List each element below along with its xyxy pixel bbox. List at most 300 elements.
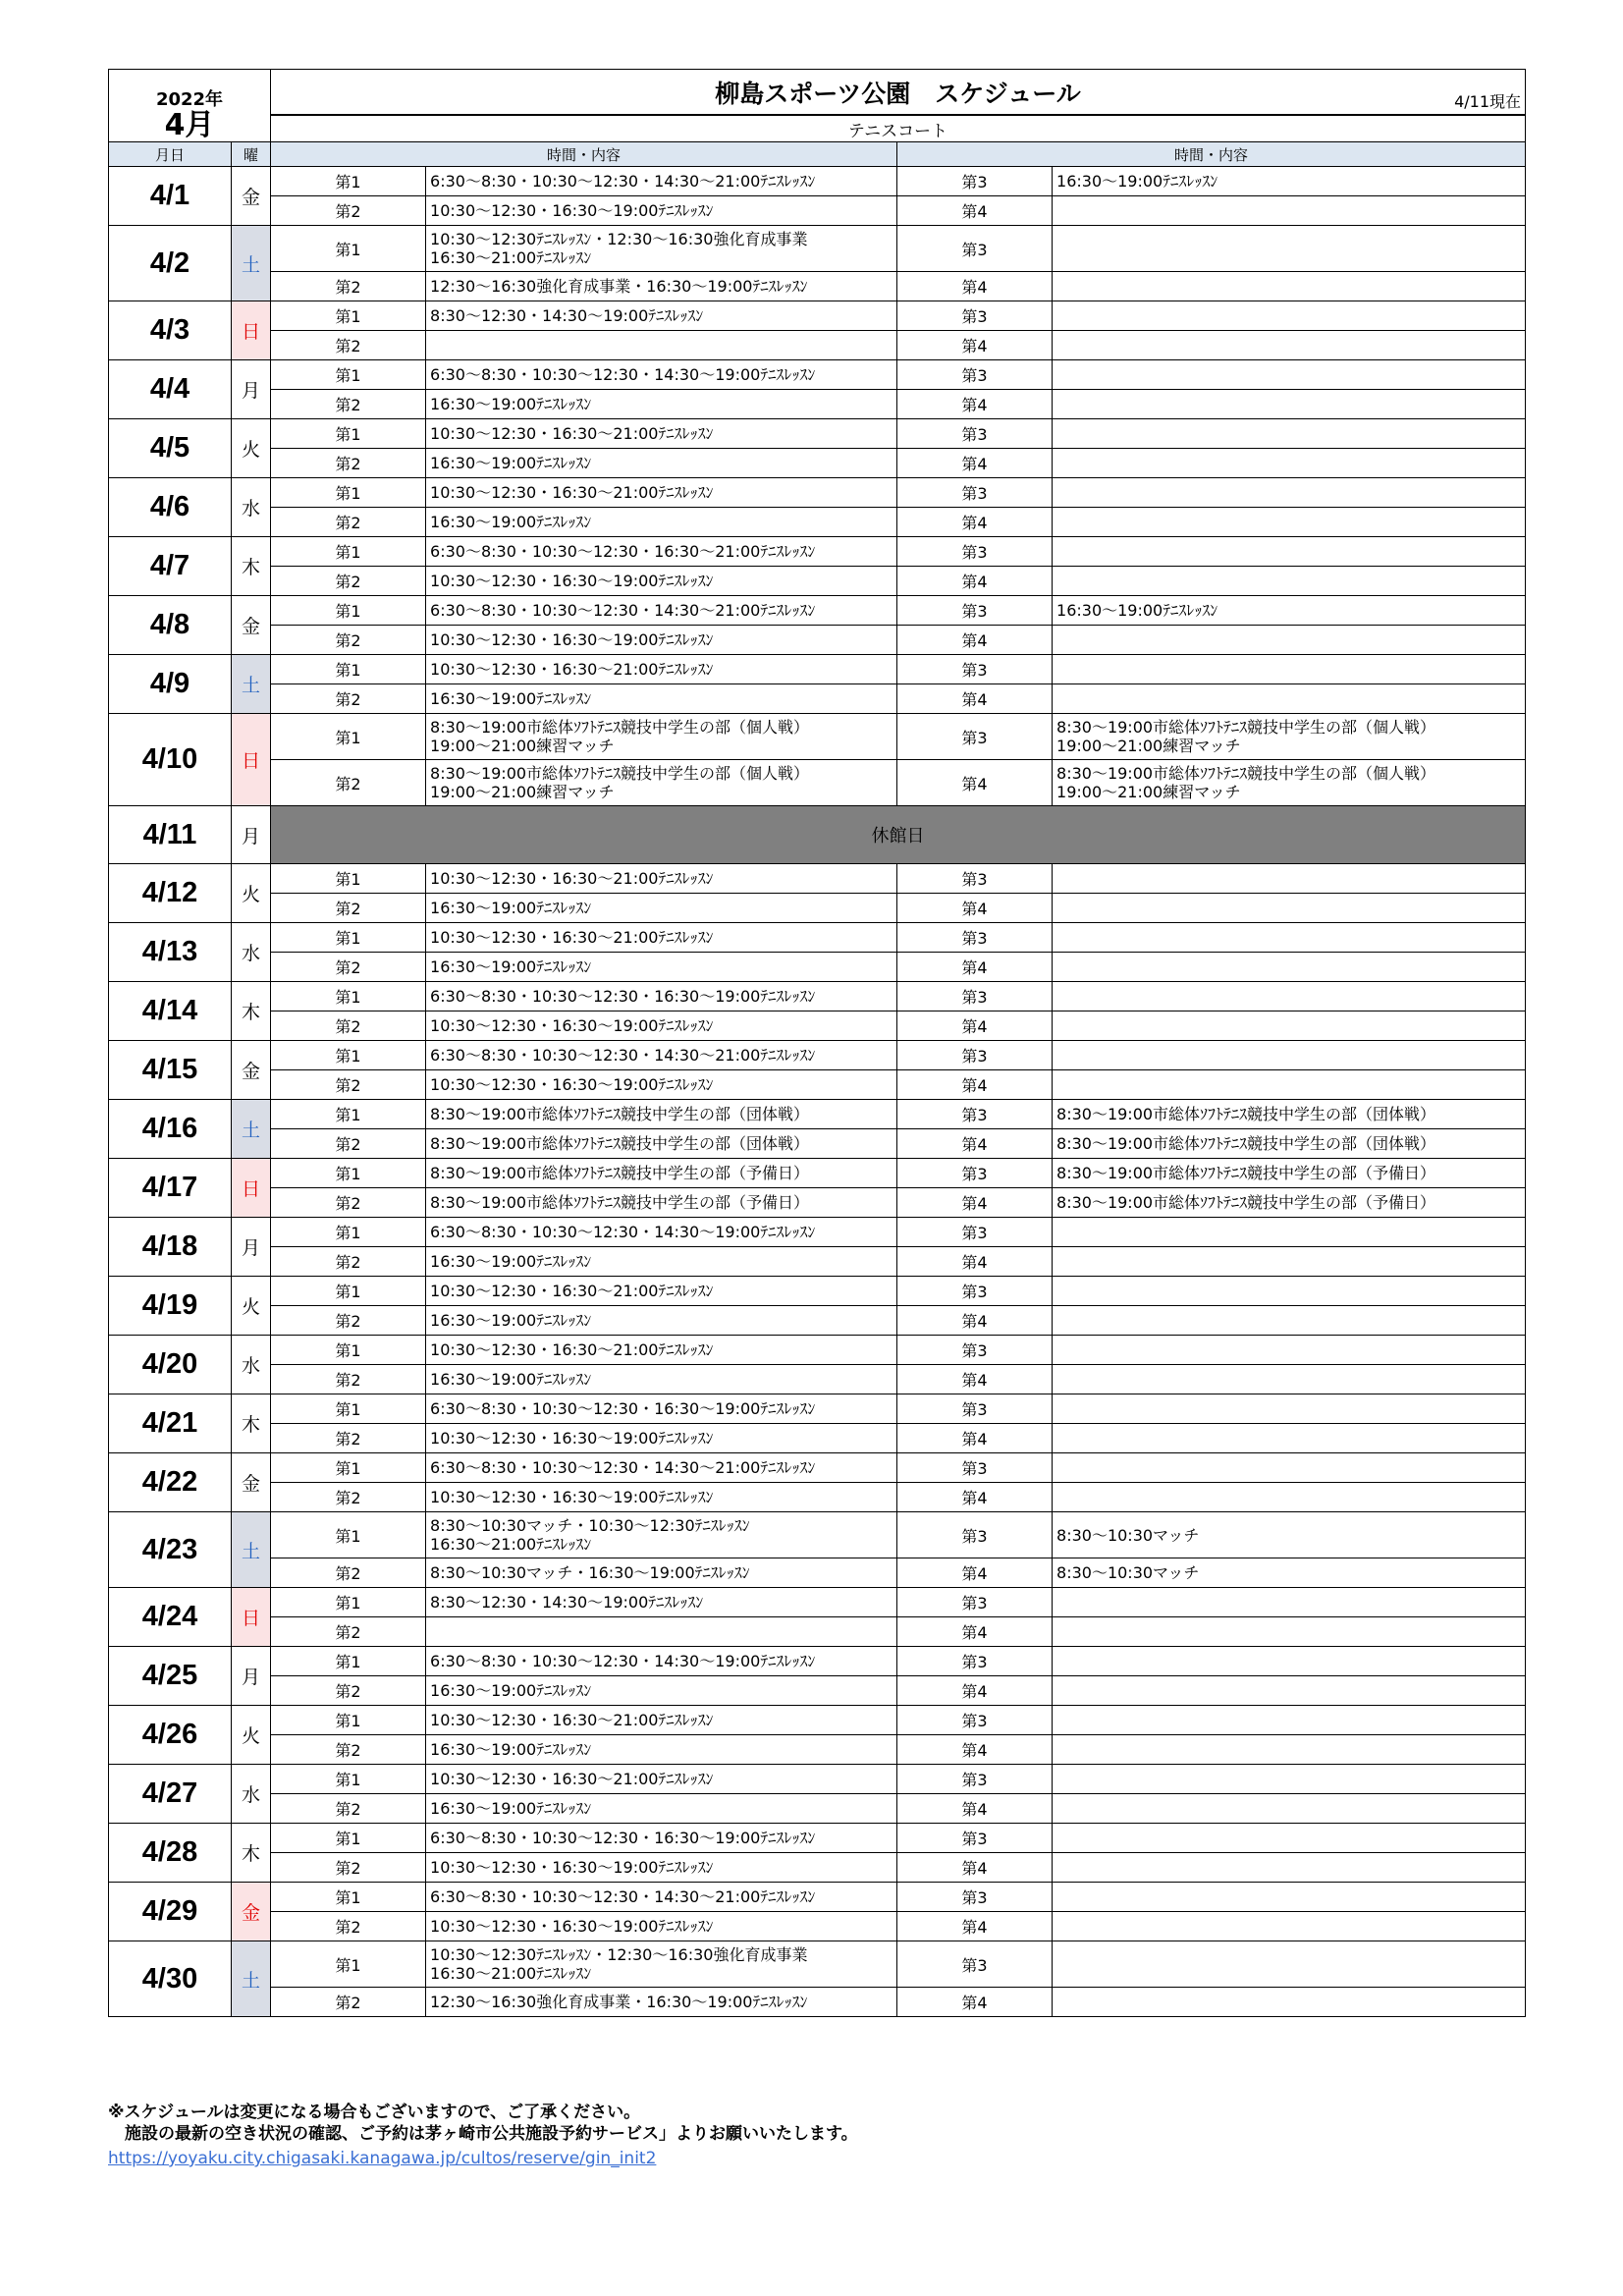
court-label: 第3: [897, 1100, 1053, 1129]
day-date: 4/4: [109, 360, 232, 419]
table-row: [109, 508, 1526, 537]
court-schedule: 8:30〜19:00市総体ｿﾌﾄﾃﾆｽ競技中学生の部（団体戦）: [1053, 1100, 1526, 1129]
court-schedule: [1053, 331, 1526, 360]
court-label: 第4: [897, 1617, 1053, 1647]
court-schedule: 10:30〜12:30・16:30〜19:00ﾃﾆｽﾚｯｽﾝ: [426, 1483, 897, 1512]
table-row: [109, 655, 1526, 684]
table-row: [109, 1424, 1526, 1453]
day-date: 4/27: [109, 1765, 232, 1824]
court-label: 第2: [271, 272, 426, 301]
court-label: 第2: [271, 1011, 426, 1041]
table-row: [109, 1617, 1526, 1647]
court-label: 第4: [897, 1365, 1053, 1394]
court-schedule: [1053, 864, 1526, 894]
court-schedule: 8:30〜19:00市総体ｿﾌﾄﾃﾆｽ競技中学生の部（個人戦） 19:00〜21:00練習マッチ: [1053, 714, 1526, 760]
court-label: 第4: [897, 196, 1053, 226]
col-header-content-left: 時間・内容: [271, 142, 897, 167]
court-label: 第4: [897, 760, 1053, 806]
court-label: 第2: [271, 1558, 426, 1588]
court-label: 第3: [897, 1453, 1053, 1483]
day-of-week: 日: [232, 1159, 271, 1218]
court-label: 第3: [897, 1394, 1053, 1424]
day-of-week: 土: [232, 1100, 271, 1159]
court-label: 第3: [897, 1765, 1053, 1794]
court-schedule: [1053, 1824, 1526, 1853]
day-of-week: 火: [232, 864, 271, 923]
table-row: [109, 1883, 1526, 1912]
court-label: 第3: [897, 596, 1053, 626]
court-schedule: [1053, 301, 1526, 331]
court-schedule: 8:30〜19:00市総体ｿﾌﾄﾃﾆｽ競技中学生の部（予備日）: [1053, 1188, 1526, 1218]
day-date: 4/1: [109, 167, 232, 226]
court-label: 第4: [897, 1070, 1053, 1100]
table-row: [109, 1159, 1526, 1188]
court-label: 第4: [897, 1735, 1053, 1765]
note-line-1: ※スケジュールは変更になる場合もございますので、ご了承ください。: [108, 2103, 641, 2122]
court-label: 第1: [271, 1394, 426, 1424]
table-row: [109, 1483, 1526, 1512]
court-label: 第2: [271, 1306, 426, 1336]
note-line-2: 施設の最新の空き状況の確認、ご予約は茅ヶ崎市公共施設予約サービス」よりお願いいたします。: [108, 2124, 858, 2144]
court-label: 第2: [271, 1247, 426, 1277]
court-label: 第1: [271, 1277, 426, 1306]
table-row: [109, 1558, 1526, 1588]
table-row: [109, 1188, 1526, 1218]
court-label: 第2: [271, 684, 426, 714]
court-schedule: [1053, 196, 1526, 226]
court-label: 第4: [897, 1794, 1053, 1824]
court-label: 第2: [271, 1676, 426, 1706]
court-label: 第4: [897, 1188, 1053, 1218]
table-row: [109, 1365, 1526, 1394]
schedule-sheet: [108, 69, 1525, 2017]
table-row: [109, 982, 1526, 1011]
footnotes: [108, 2102, 1525, 2169]
col-header-content-right: 時間・内容: [897, 142, 1526, 167]
day-date: 4/29: [109, 1883, 232, 1941]
court-label: 第1: [271, 301, 426, 331]
court-schedule: [1053, 1588, 1526, 1617]
court-label: 第1: [271, 537, 426, 567]
court-schedule: 10:30〜12:30・16:30〜19:00ﾃﾆｽﾚｯｽﾝ: [426, 1070, 897, 1100]
court-label: 第3: [897, 419, 1053, 449]
court-label: 第4: [897, 1011, 1053, 1041]
court-label: 第4: [897, 1676, 1053, 1706]
table-row: [109, 1306, 1526, 1336]
court-label: 第2: [271, 1988, 426, 2017]
day-date: 4/6: [109, 478, 232, 537]
court-schedule: [1053, 1070, 1526, 1100]
court-label: 第4: [897, 1306, 1053, 1336]
court-label: 第4: [897, 1912, 1053, 1941]
table-row: [109, 449, 1526, 478]
court-schedule: [1053, 1247, 1526, 1277]
court-label: 第3: [897, 1336, 1053, 1365]
court-schedule: [1053, 1988, 1526, 2017]
court-label: 第3: [897, 714, 1053, 760]
day-of-week: 木: [232, 1394, 271, 1453]
day-date: 4/5: [109, 419, 232, 478]
court-schedule: [1053, 894, 1526, 923]
schedule-table: [108, 69, 1526, 2017]
court-schedule: 8:30〜10:30マッチ・16:30〜19:00ﾃﾆｽﾚｯｽﾝ: [426, 1558, 897, 1588]
court-schedule: [1053, 1676, 1526, 1706]
court-label: 第4: [897, 1483, 1053, 1512]
court-schedule: 8:30〜19:00市総体ｿﾌﾄﾃﾆｽ競技中学生の部（個人戦） 19:00〜21:00練習マッチ: [1053, 760, 1526, 806]
table-row: [109, 567, 1526, 596]
court-label: 第4: [897, 449, 1053, 478]
court-label: 第1: [271, 1883, 426, 1912]
court-label: 第1: [271, 1453, 426, 1483]
court-schedule: [1053, 1617, 1526, 1647]
column-header-row: [109, 142, 1526, 167]
court-schedule: [1053, 1365, 1526, 1394]
day-date: 4/19: [109, 1277, 232, 1336]
court-schedule: 8:30〜19:00市総体ｿﾌﾄﾃﾆｽ競技中学生の部（団体戦）: [426, 1129, 897, 1159]
court-schedule: 10:30〜12:30・16:30〜19:00ﾃﾆｽﾚｯｽﾝ: [426, 196, 897, 226]
day-date: 4/14: [109, 982, 232, 1041]
day-of-week: 金: [232, 167, 271, 226]
court-schedule: 10:30〜12:30・16:30〜21:00ﾃﾆｽﾚｯｽﾝ: [426, 478, 897, 508]
court-schedule: 8:30〜19:00市総体ｿﾌﾄﾃﾆｽ競技中学生の部（団体戦）: [426, 1100, 897, 1129]
court-label: 第3: [897, 655, 1053, 684]
table-row: [109, 331, 1526, 360]
court-label: 第4: [897, 1424, 1053, 1453]
court-label: 第4: [897, 1988, 1053, 2017]
reservation-link[interactable]: https://yoyaku.city.chigasaki.kanagawa.jp/cultos/reserve/gin_init2: [108, 2149, 657, 2168]
court-schedule: 6:30〜8:30・10:30〜12:30・14:30〜21:00ﾃﾆｽﾚｯｽﾝ: [426, 1041, 897, 1070]
court-schedule: [1053, 655, 1526, 684]
court-label: 第1: [271, 1336, 426, 1365]
as-of-date: 4/11現在: [1454, 92, 1522, 111]
day-date: 4/13: [109, 923, 232, 982]
court-schedule: 8:30〜19:00市総体ｿﾌﾄﾃﾆｽ競技中学生の部（予備日）: [426, 1188, 897, 1218]
year-month-cell: [109, 70, 271, 142]
court-label: 第4: [897, 953, 1053, 982]
court-label: 第3: [897, 1277, 1053, 1306]
day-date: 4/17: [109, 1159, 232, 1218]
court-schedule: 16:30〜19:00ﾃﾆｽﾚｯｽﾝ: [426, 953, 897, 982]
court-label: 第1: [271, 1765, 426, 1794]
court-label: 第2: [271, 1188, 426, 1218]
court-label: 第3: [897, 301, 1053, 331]
court-schedule: [1053, 449, 1526, 478]
court-schedule: [1053, 626, 1526, 655]
court-schedule: 6:30〜8:30・10:30〜12:30・14:30〜21:00ﾃﾆｽﾚｯｽﾝ: [426, 167, 897, 196]
court-label: 第3: [897, 1041, 1053, 1070]
court-label: 第2: [271, 953, 426, 982]
court-schedule: 10:30〜12:30・16:30〜21:00ﾃﾆｽﾚｯｽﾝ: [426, 1765, 897, 1794]
court-label: 第1: [271, 478, 426, 508]
court-schedule: 16:30〜19:00ﾃﾆｽﾚｯｽﾝ: [426, 1306, 897, 1336]
court-label: 第1: [271, 596, 426, 626]
court-schedule: 8:30〜19:00市総体ｿﾌﾄﾃﾆｽ競技中学生の部（個人戦） 19:00〜21:00練習マッチ: [426, 714, 897, 760]
court-schedule: 10:30〜12:30・16:30〜19:00ﾃﾆｽﾚｯｽﾝ: [426, 567, 897, 596]
day-of-week: 土: [232, 655, 271, 714]
table-row: [109, 1824, 1526, 1853]
table-row: [109, 1453, 1526, 1483]
table-row: [109, 1588, 1526, 1617]
court-label: 第3: [897, 982, 1053, 1011]
day-date: 4/30: [109, 1941, 232, 2017]
table-row: [109, 596, 1526, 626]
court-schedule: 16:30〜19:00ﾃﾆｽﾚｯｽﾝ: [426, 390, 897, 419]
table-row: [109, 301, 1526, 331]
day-of-week: 月: [232, 1218, 271, 1277]
day-date: 4/26: [109, 1706, 232, 1765]
court-schedule: 10:30〜12:30・16:30〜19:00ﾃﾆｽﾚｯｽﾝ: [426, 626, 897, 655]
day-date: 4/16: [109, 1100, 232, 1159]
table-row: [109, 684, 1526, 714]
table-row: [109, 196, 1526, 226]
court-schedule: [1053, 923, 1526, 953]
day-date: 4/11: [109, 806, 232, 864]
table-row: [109, 1247, 1526, 1277]
court-schedule: 8:30〜19:00市総体ｿﾌﾄﾃﾆｽ競技中学生の部（予備日）: [1053, 1159, 1526, 1188]
day-date: 4/20: [109, 1336, 232, 1394]
court-label: 第2: [271, 567, 426, 596]
court-label: 第1: [271, 864, 426, 894]
court-schedule: 6:30〜8:30・10:30〜12:30・14:30〜19:00ﾃﾆｽﾚｯｽﾝ: [426, 1647, 897, 1676]
court-schedule: [1053, 1883, 1526, 1912]
day-of-week: 火: [232, 1706, 271, 1765]
court-schedule: 16:30〜19:00ﾃﾆｽﾚｯｽﾝ: [426, 1365, 897, 1394]
table-row: [109, 1765, 1526, 1794]
court-label: 第2: [271, 1483, 426, 1512]
table-row: [109, 714, 1526, 760]
table-row: [109, 1129, 1526, 1159]
court-label: 第3: [897, 1588, 1053, 1617]
court-schedule: 16:30〜19:00ﾃﾆｽﾚｯｽﾝ: [426, 1676, 897, 1706]
col-header-dow: 曜: [232, 142, 271, 167]
court-label: 第1: [271, 714, 426, 760]
court-schedule: 16:30〜19:00ﾃﾆｽﾚｯｽﾝ: [426, 1735, 897, 1765]
court-schedule: [1053, 1306, 1526, 1336]
day-of-week: 火: [232, 419, 271, 478]
table-row: [109, 1512, 1526, 1558]
court-label: 第4: [897, 1247, 1053, 1277]
table-row: [109, 1394, 1526, 1424]
court-schedule: 6:30〜8:30・10:30〜12:30・14:30〜19:00ﾃﾆｽﾚｯｽﾝ: [426, 1218, 897, 1247]
court-label: 第1: [271, 1824, 426, 1853]
court-schedule: [1053, 1483, 1526, 1512]
table-row: [109, 272, 1526, 301]
court-schedule: [426, 1617, 897, 1647]
court-schedule: [1053, 953, 1526, 982]
day-date: 4/24: [109, 1588, 232, 1647]
court-schedule: 16:30〜19:00ﾃﾆｽﾚｯｽﾝ: [426, 508, 897, 537]
day-of-week: 月: [232, 1647, 271, 1706]
court-label: 第3: [897, 923, 1053, 953]
court-schedule: 10:30〜12:30・16:30〜21:00ﾃﾆｽﾚｯｽﾝ: [426, 1706, 897, 1735]
table-row: [109, 1853, 1526, 1883]
court-label: 第2: [271, 1853, 426, 1883]
court-schedule: 16:30〜19:00ﾃﾆｽﾚｯｽﾝ: [426, 449, 897, 478]
court-label: 第2: [271, 1617, 426, 1647]
court-schedule: [1053, 1912, 1526, 1941]
court-schedule: 16:30〜19:00ﾃﾆｽﾚｯｽﾝ: [426, 1794, 897, 1824]
court-schedule: 10:30〜12:30・16:30〜21:00ﾃﾆｽﾚｯｽﾝ: [426, 923, 897, 953]
court-label: 第2: [271, 626, 426, 655]
table-row: [109, 390, 1526, 419]
day-of-week: 木: [232, 537, 271, 596]
table-row: [109, 1676, 1526, 1706]
court-schedule: 16:30〜19:00ﾃﾆｽﾚｯｽﾝ: [426, 684, 897, 714]
court-schedule: [1053, 419, 1526, 449]
court-label: 第4: [897, 390, 1053, 419]
table-row: [109, 1794, 1526, 1824]
table-row: [109, 1100, 1526, 1129]
court-label: 第1: [271, 1100, 426, 1129]
court-schedule: 16:30〜19:00ﾃﾆｽﾚｯｽﾝ: [426, 894, 897, 923]
court-schedule: [1053, 272, 1526, 301]
court-label: 第3: [897, 864, 1053, 894]
day-of-week: 日: [232, 301, 271, 360]
court-schedule: [426, 331, 897, 360]
court-schedule: [1053, 478, 1526, 508]
table-row: [109, 1912, 1526, 1941]
court-schedule: 10:30〜12:30ﾃﾆｽﾚｯｽﾝ・12:30〜16:30強化育成事業 16:30〜21:00ﾃﾆｽﾚｯｽﾝ: [426, 226, 897, 272]
table-row: [109, 760, 1526, 806]
court-label: 第3: [897, 478, 1053, 508]
day-date: 4/7: [109, 537, 232, 596]
court-schedule: 6:30〜8:30・10:30〜12:30・16:30〜21:00ﾃﾆｽﾚｯｽﾝ: [426, 537, 897, 567]
court-label: 第3: [897, 1647, 1053, 1676]
court-label: 第1: [271, 923, 426, 953]
day-of-week: 日: [232, 1588, 271, 1647]
court-schedule: 8:30〜19:00市総体ｿﾌﾄﾃﾆｽ競技中学生の部（団体戦）: [1053, 1129, 1526, 1159]
court-label: 第4: [897, 894, 1053, 923]
court-schedule: 8:30〜12:30・14:30〜19:00ﾃﾆｽﾚｯｽﾝ: [426, 1588, 897, 1617]
court-label: 第2: [271, 508, 426, 537]
court-label: 第3: [897, 360, 1053, 390]
day-of-week: 水: [232, 478, 271, 537]
court-label: 第2: [271, 196, 426, 226]
court-label: 第2: [271, 1365, 426, 1394]
table-row: [109, 626, 1526, 655]
court-schedule: 10:30〜12:30・16:30〜21:00ﾃﾆｽﾚｯｽﾝ: [426, 419, 897, 449]
court-schedule: 12:30〜16:30強化育成事業・16:30〜19:00ﾃﾆｽﾚｯｽﾝ: [426, 272, 897, 301]
court-label: 第4: [897, 567, 1053, 596]
court-schedule: [1053, 1853, 1526, 1883]
col-header-date: 月日: [109, 142, 232, 167]
court-schedule: [1053, 1706, 1526, 1735]
table-row: [109, 1011, 1526, 1041]
court-label: 第2: [271, 331, 426, 360]
table-row: [109, 894, 1526, 923]
court-label: 第4: [897, 1853, 1053, 1883]
court-schedule: 8:30〜12:30・14:30〜19:00ﾃﾆｽﾚｯｽﾝ: [426, 301, 897, 331]
court-schedule: 10:30〜12:30・16:30〜19:00ﾃﾆｽﾚｯｽﾝ: [426, 1912, 897, 1941]
table-row: [109, 1277, 1526, 1306]
table-row: [109, 1070, 1526, 1100]
court-schedule: 10:30〜12:30ﾃﾆｽﾚｯｽﾝ・12:30〜16:30強化育成事業 16:30〜21:00ﾃﾆｽﾚｯｽﾝ: [426, 1941, 897, 1988]
court-schedule: 6:30〜8:30・10:30〜12:30・14:30〜21:00ﾃﾆｽﾚｯｽﾝ: [426, 596, 897, 626]
table-row: [109, 1041, 1526, 1070]
court-schedule: 16:30〜19:00ﾃﾆｽﾚｯｽﾝ: [1053, 167, 1526, 196]
court-schedule: 10:30〜12:30・16:30〜19:00ﾃﾆｽﾚｯｽﾝ: [426, 1424, 897, 1453]
court-label: 第2: [271, 1735, 426, 1765]
page-title-cell: [271, 70, 1526, 116]
court-schedule: 10:30〜12:30・16:30〜21:00ﾃﾆｽﾚｯｽﾝ: [426, 1336, 897, 1365]
court-schedule: [1053, 684, 1526, 714]
court-schedule: [1053, 982, 1526, 1011]
day-of-week: 金: [232, 1453, 271, 1512]
court-schedule: [1053, 1453, 1526, 1483]
court-schedule: [1053, 567, 1526, 596]
court-label: 第2: [271, 1070, 426, 1100]
court-label: 第4: [897, 1129, 1053, 1159]
court-label: 第1: [271, 1588, 426, 1617]
court-label: 第1: [271, 419, 426, 449]
court-label: 第1: [271, 1041, 426, 1070]
day-of-week: 水: [232, 1765, 271, 1824]
court-schedule: 8:30〜19:00市総体ｿﾌﾄﾃﾆｽ競技中学生の部（予備日）: [426, 1159, 897, 1188]
court-schedule: [1053, 1277, 1526, 1306]
court-label: 第2: [271, 449, 426, 478]
court-label: 第4: [897, 1558, 1053, 1588]
day-date: 4/15: [109, 1041, 232, 1100]
month-label: 4月: [164, 108, 215, 142]
day-date: 4/8: [109, 596, 232, 655]
court-schedule: [1053, 1735, 1526, 1765]
court-schedule: 8:30〜10:30マッチ・10:30〜12:30ﾃﾆｽﾚｯｽﾝ 16:30〜21:00ﾃﾆｽﾚｯｽﾝ: [426, 1512, 897, 1558]
court-label: 第3: [897, 1883, 1053, 1912]
court-label: 第3: [897, 537, 1053, 567]
court-schedule: [1053, 1794, 1526, 1824]
court-label: 第1: [271, 1706, 426, 1735]
day-row-closed: [109, 806, 1526, 864]
court-label: 第1: [271, 655, 426, 684]
court-label: 第2: [271, 1794, 426, 1824]
day-date: 4/2: [109, 226, 232, 301]
court-schedule: 10:30〜12:30・16:30〜21:00ﾃﾆｽﾚｯｽﾝ: [426, 1277, 897, 1306]
day-of-week: 土: [232, 1512, 271, 1588]
court-label: 第3: [897, 1941, 1053, 1988]
court-schedule: 16:30〜19:00ﾃﾆｽﾚｯｽﾝ: [1053, 596, 1526, 626]
court-schedule: [1053, 1336, 1526, 1365]
day-date: 4/18: [109, 1218, 232, 1277]
court-schedule: [1053, 537, 1526, 567]
day-date: 4/23: [109, 1512, 232, 1588]
day-of-week: 土: [232, 1941, 271, 2017]
court-label: 第1: [271, 982, 426, 1011]
table-row: [109, 360, 1526, 390]
court-label: 第1: [271, 360, 426, 390]
court-schedule: 8:30〜10:30マッチ: [1053, 1512, 1526, 1558]
day-date: 4/21: [109, 1394, 232, 1453]
day-of-week: 木: [232, 1824, 271, 1883]
day-date: 4/3: [109, 301, 232, 360]
court-schedule: [1053, 1394, 1526, 1424]
court-label: 第1: [271, 1647, 426, 1676]
table-row: [109, 923, 1526, 953]
closed-day-label: 休館日: [271, 806, 1526, 864]
court-schedule: [1053, 1011, 1526, 1041]
day-date: 4/25: [109, 1647, 232, 1706]
court-label: 第2: [271, 390, 426, 419]
court-schedule: 10:30〜12:30・16:30〜21:00ﾃﾆｽﾚｯｽﾝ: [426, 655, 897, 684]
day-date: 4/10: [109, 714, 232, 806]
court-label: 第4: [897, 272, 1053, 301]
day-of-week: 水: [232, 923, 271, 982]
table-row: [109, 537, 1526, 567]
court-schedule: [1053, 226, 1526, 272]
table-row: [109, 419, 1526, 449]
court-label: 第3: [897, 1159, 1053, 1188]
court-schedule: 10:30〜12:30・16:30〜19:00ﾃﾆｽﾚｯｽﾝ: [426, 1853, 897, 1883]
court-schedule: 6:30〜8:30・10:30〜12:30・16:30〜19:00ﾃﾆｽﾚｯｽﾝ: [426, 1394, 897, 1424]
